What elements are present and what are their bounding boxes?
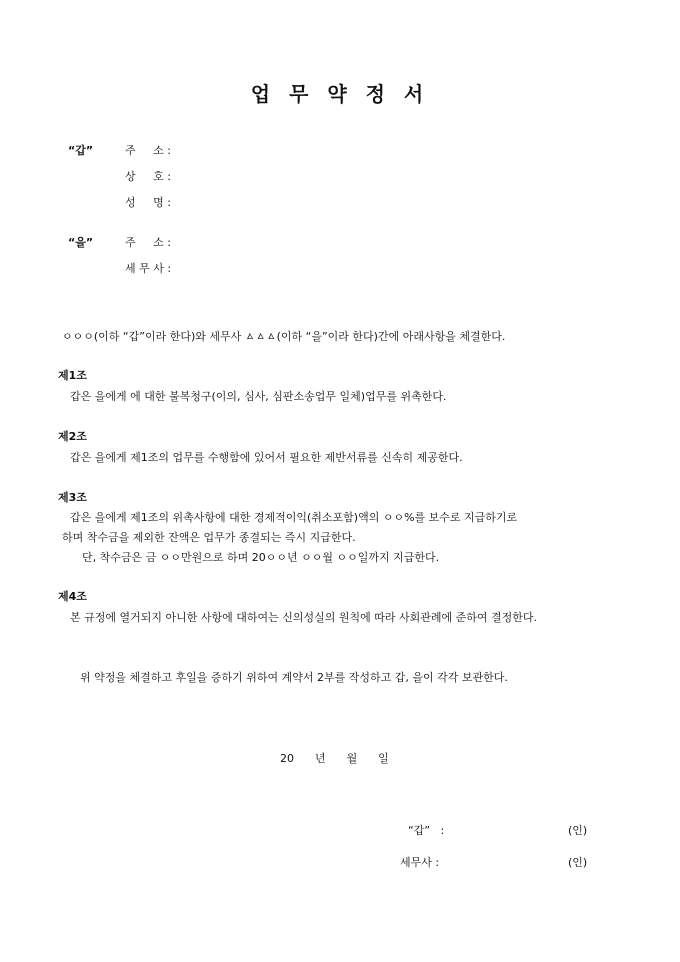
closing-paragraph: 위 약정을 체결하고 후일을 증하기 위하여 계약서 2부를 작성하고 갑, 을이 각각 보관한다. bbox=[80, 671, 508, 684]
article-3-line-1: 갑은 을에게 제1조의 위촉사항에 대한 경제적이익(취소포함)액의 ㅇㅇ%를 보수로 지급하기로 bbox=[70, 511, 518, 524]
signature-b-label: 세무사 : bbox=[400, 856, 440, 869]
party-a-company-label: 상 호 : bbox=[125, 170, 171, 183]
signature-a-label: “갑” : bbox=[408, 824, 445, 837]
party-a-name-label: 성 명 : bbox=[125, 196, 171, 209]
intro-paragraph: ㅇㅇㅇ(이하 “갑”이라 한다)와 세무사 ㅿㅿㅿ(이하 “을”이라 한다)간에 아래사항을 체결한다. bbox=[62, 330, 506, 343]
article-4-text: 본 규정에 열거되지 아니한 사항에 대하여는 신의성실의 원칙에 따라 사회관례에 준하여 결정한다. bbox=[70, 611, 537, 624]
party-a-address-label: 주 소 : bbox=[125, 144, 171, 157]
party-b-accountant-label: 세 무 사 : bbox=[125, 262, 172, 275]
article-3-line-2: 하며 착수금을 제외한 잔액은 업무가 종결되는 즉시 지급한다. bbox=[62, 531, 356, 544]
article-2-heading: 제2조 bbox=[58, 430, 87, 443]
date-line: 20 년 월 일 bbox=[280, 752, 389, 765]
article-2-text: 갑은 을에게 제1조의 업무를 수행함에 있어서 필요한 제반서류를 신속히 제공한다. bbox=[70, 451, 463, 464]
article-3-heading: 제3조 bbox=[58, 491, 87, 504]
article-1-text: 갑은 을에게 에 대한 불복청구(이의, 심사, 심판소송업무 일체)업무를 위촉한다. bbox=[70, 390, 447, 403]
party-b-address-label: 주 소 : bbox=[125, 236, 171, 249]
article-3-line-3: 단, 착수금은 금 ㅇㅇ만원으로 하며 20ㅇㅇ년 ㅇㅇ월 ㅇㅇ일까지 지급한다. bbox=[82, 551, 440, 564]
document-title: 업 무 약 정 서 bbox=[250, 82, 430, 106]
article-1-heading: 제1조 bbox=[58, 369, 87, 382]
party-a-label: “갑” bbox=[68, 144, 94, 157]
party-b-label: “을” bbox=[68, 236, 94, 249]
article-4-heading: 제4조 bbox=[58, 590, 87, 603]
signature-b-seal: (인) bbox=[568, 856, 588, 869]
signature-a-seal: (인) bbox=[568, 824, 588, 837]
